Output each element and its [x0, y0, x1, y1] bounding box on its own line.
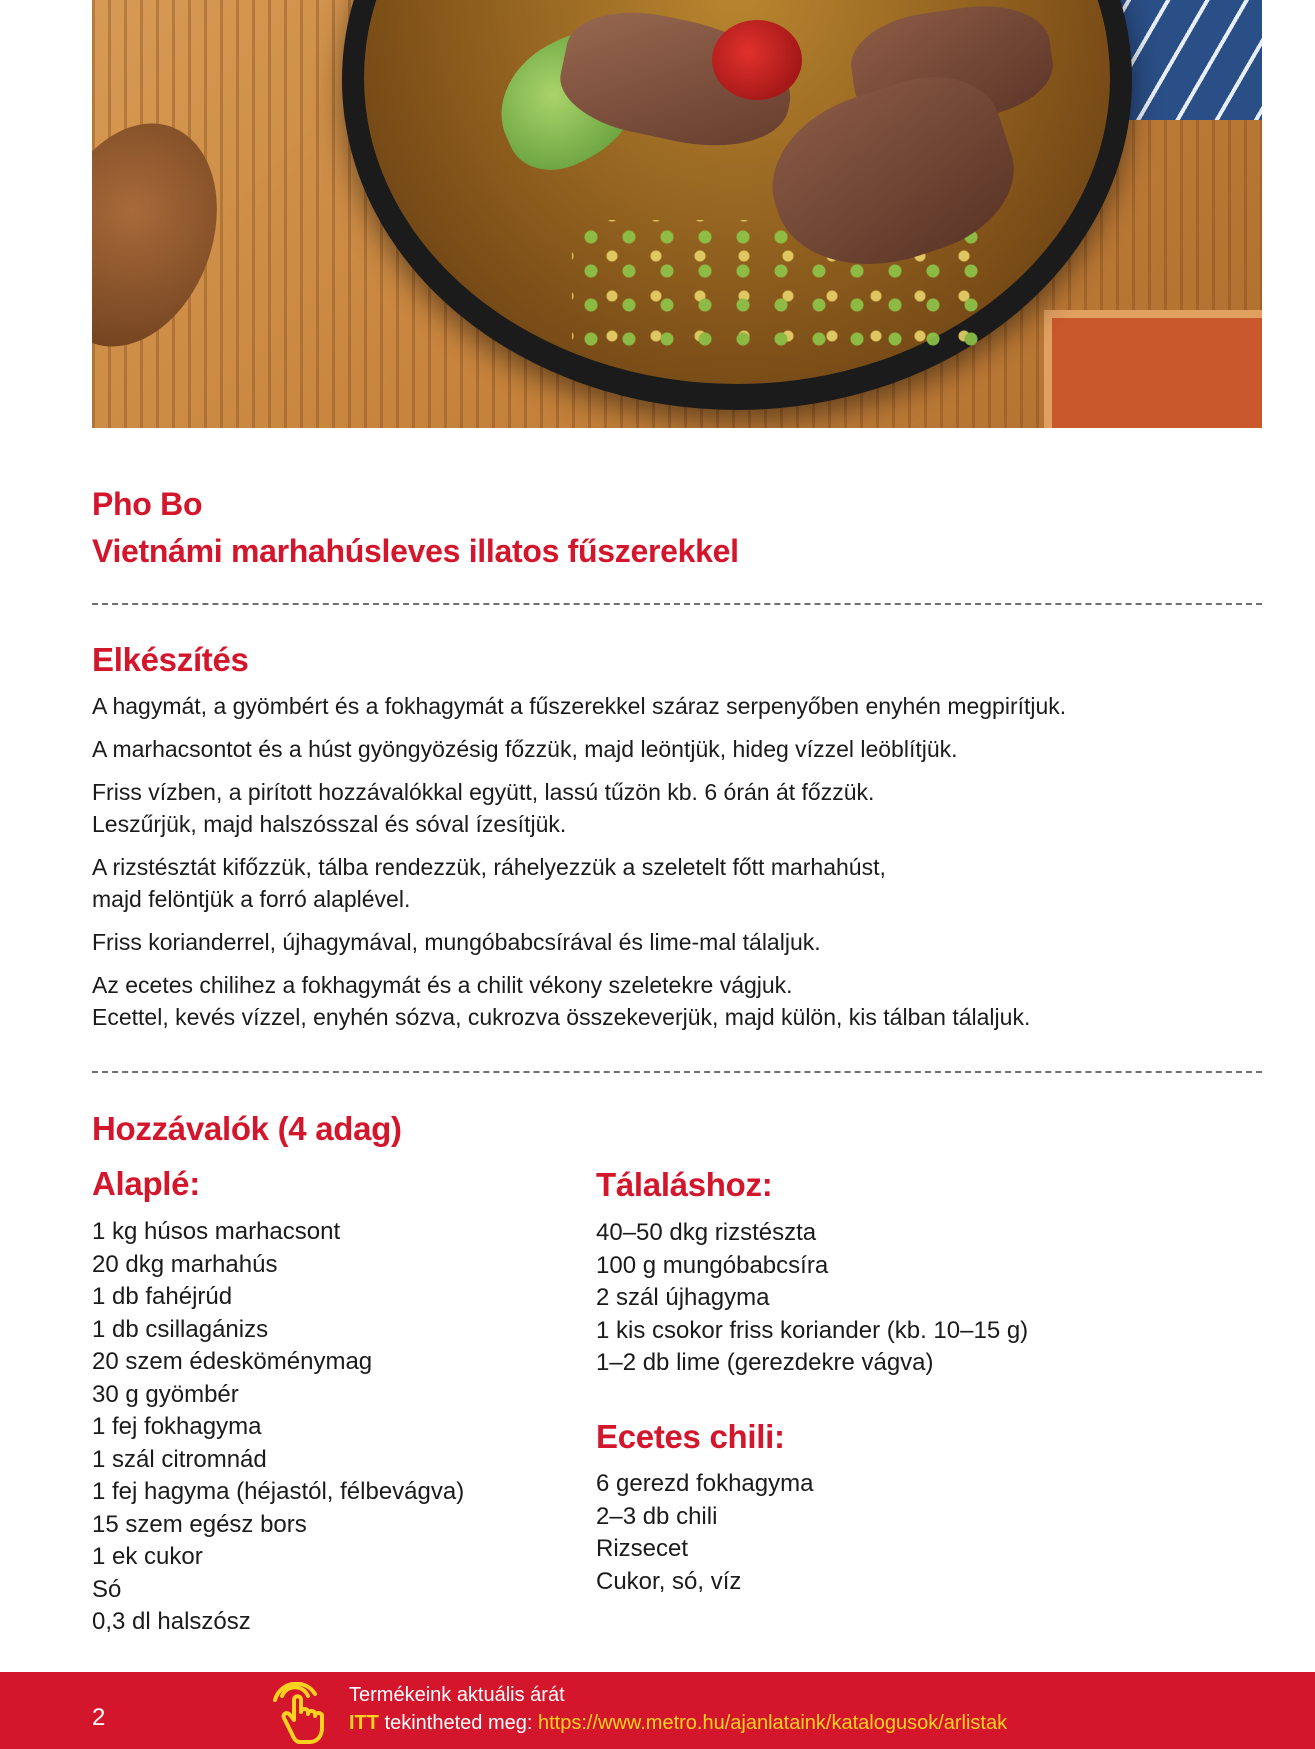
- ingredient-item: 1 ek cukor: [92, 1543, 203, 1570]
- ingredient-item: Cukor, só, víz: [596, 1567, 742, 1595]
- ingredient-item: 1 kg húsos marhacsont: [92, 1218, 341, 1245]
- ingredient-item: 20 szem édesköménymag: [92, 1348, 373, 1375]
- preparation-step: Friss korianderrel, újhagymával, mungóbabcsírával és lime-mal tálaljuk.: [92, 929, 821, 955]
- itt-label: ITT: [349, 1712, 379, 1734]
- recipe-subtitle: Vietnámi marhahúsleves illatos fűszerekkel: [92, 533, 739, 569]
- stock-ingredient-list: [92, 1216, 464, 1639]
- preparation-step: A marhacsontot és a húst gyöngyözésig főzzük, majd leöntjük, hideg vízzel leöblítjük.: [92, 736, 958, 762]
- preparation-step: Az ecetes chilihez a fokhagymát és a chilit vékony szeletekre vágjuk. Ecettel, kevés vízzel, enyhén sózva, cukrozva összekeverjük, majd külön, kis tálban tálaljuk.: [92, 972, 1031, 1030]
- divider: [92, 1071, 1262, 1073]
- ingredient-item: 1 fej hagyma (héjastól, félbevágva): [92, 1478, 465, 1505]
- ingredient-item: 15 szem egész bors: [92, 1510, 307, 1538]
- preparation-step: A hagymát, a gyömbért és a fokhagymát a fűszerekkel száraz serpenyőben enyhén megpirítjuk.: [92, 693, 1067, 719]
- footer-bar: [0, 1672, 1315, 1749]
- ingredients-heading: Hozzávalók (4 adag): [92, 1110, 402, 1147]
- hero-photo: [92, 0, 1262, 428]
- page-number: 2: [92, 1704, 106, 1731]
- divider: [92, 603, 1262, 605]
- serving-ingredient-list: [596, 1217, 1028, 1380]
- ingredient-item: Rizsecet: [596, 1535, 689, 1562]
- ingredient-item: 20 dkg marhahús: [92, 1250, 278, 1278]
- wooden-spoon: [92, 100, 247, 371]
- chili-pepper: [712, 20, 802, 100]
- preparation-steps: [92, 690, 1262, 1044]
- ingredient-item: Só: [92, 1575, 122, 1603]
- ingredient-item: 1 fej fokhagyma: [92, 1413, 262, 1440]
- ingredient-item: 1–2 db lime (gerezdekre vágva): [596, 1349, 934, 1376]
- wooden-tray: [1044, 310, 1262, 428]
- preparation-step: A rizstésztát kifőzzük, tálba rendezzük, ráhelyezzük a szeletelt főtt marhahúst, majd felöntjük a forró alaplével.: [92, 854, 886, 912]
- price-list-link[interactable]: https://www.metro.hu/ajanlataink/katalogusok/arlistak: [537, 1712, 1008, 1734]
- hand-pointer-icon: [270, 1682, 336, 1744]
- ingredient-item: 0,3 dl halszósz: [92, 1608, 251, 1635]
- ingredient-item: 1 kis csokor friss koriander (kb. 10–15 g): [596, 1316, 1029, 1344]
- preparation-heading: Elkészítés: [92, 641, 249, 678]
- ingredient-item: 100 g mungóbabcsíra: [596, 1251, 829, 1279]
- preparation-step: Friss vízben, a pirított hozzávalókkal együtt, lassú tűzön kb. 6 órán át főzzük. Leszűrjük, majd halszósszal és sóval ízesítjük.: [92, 779, 875, 837]
- footer-link-line: [349, 1710, 1007, 1736]
- ingredient-item: 40–50 dkg rizstészta: [596, 1219, 817, 1246]
- ingredient-item: 1 szál citromnád: [92, 1445, 267, 1473]
- ingredient-item: 1 db csillagánizs: [92, 1315, 269, 1343]
- serving-heading: Tálaláshoz:: [596, 1166, 773, 1203]
- pickled-chili-heading: Ecetes chili:: [596, 1418, 785, 1455]
- ingredient-item: 30 g gyömbér: [92, 1380, 239, 1408]
- ingredient-item: 2–3 db chili: [596, 1502, 718, 1530]
- footer-link-text: tekintheted meg:: [379, 1712, 538, 1734]
- ingredient-item: 6 gerezd fokhagyma: [596, 1470, 814, 1497]
- ingredient-item: 1 db fahéjrúd: [92, 1283, 233, 1310]
- ingredient-item: 2 szál újhagyma: [596, 1284, 770, 1311]
- stock-heading: Alaplé:: [92, 1165, 200, 1202]
- recipe-title: Pho Bo: [92, 486, 203, 522]
- footer-price-note: Termékeink aktuális árát: [349, 1684, 565, 1706]
- pickled-chili-ingredient-list: [596, 1468, 813, 1598]
